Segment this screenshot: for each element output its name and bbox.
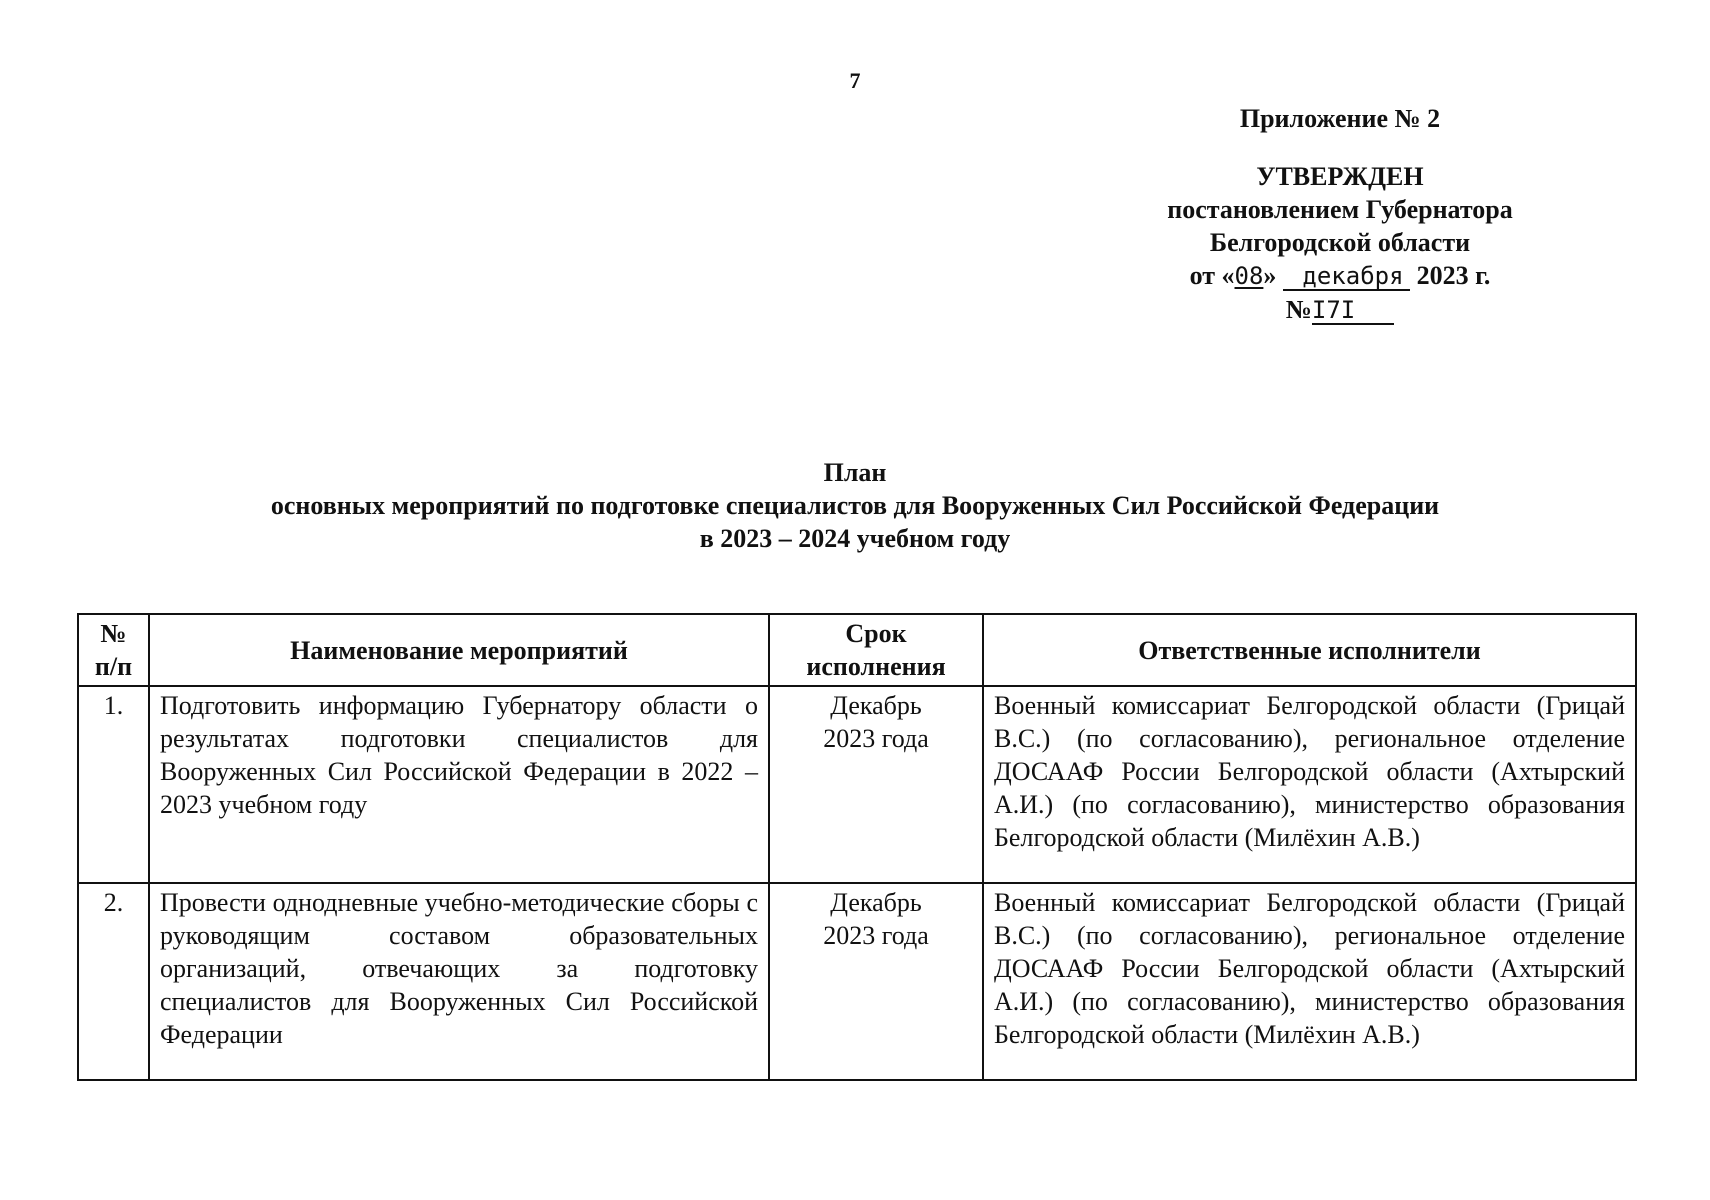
approval-date-month-field: [1283, 263, 1410, 291]
table-row: [78, 883, 1636, 1080]
approval-date-month: декабря: [1302, 262, 1404, 290]
row-responsible: Военный комиссариат Белгородской области (Грицай В.С.) (по согласованию), региональное отделение ДОСААФ России Белгородской области (Ахтырский А.И.) (по согласованию), министерство образования Белгородской области (Милёхин А.В.): [983, 883, 1636, 1080]
approval-region-line: Белгородской области: [1209, 228, 1471, 257]
row-name: Подготовить информацию Губернатору области о результатах подготовки специалистов для Вооруженных Сил Российской Федерации в 2022 – 2023 учебном году: [149, 686, 769, 883]
approval-number-line: [1130, 293, 1550, 326]
approval-by-line: постановлением Губернатора: [1167, 195, 1513, 224]
approval-block: [1130, 160, 1550, 326]
approval-date-year: 2023 г.: [1416, 261, 1491, 290]
row-deadline-line1: Декабрь: [830, 691, 922, 720]
row-deadline: [769, 883, 983, 1080]
header-num-line1: №: [100, 619, 127, 648]
appendix-label: Приложение № 2: [1239, 104, 1441, 133]
row-responsible: Военный комиссариат Белгородской области (Грицай В.С.) (по согласованию), региональное отделение ДОСААФ России Белгородской области (Ахтырский А.И.) (по согласованию), министерство образования Белгородской области (Милёхин А.В.): [983, 686, 1636, 883]
page-number: 7: [849, 68, 861, 93]
row-num: 1.: [78, 686, 149, 883]
header-responsible: Ответственные исполнители: [983, 614, 1636, 686]
approval-number-prefix: №: [1285, 295, 1312, 324]
row-deadline-line2: 2023 года: [823, 724, 929, 753]
approval-approved: УТВЕРЖДЕН: [1256, 162, 1424, 191]
row-num: 2.: [78, 883, 149, 1080]
approval-number-field: [1312, 297, 1394, 325]
plan-title: [120, 456, 1590, 555]
row-name: Провести однодневные учебно-методические сборы с руководящим составом образовательных организаций, отвечающих за подготовку специалистов для Вооруженных Сил Российской Федерации: [149, 883, 769, 1080]
approval-date-day: 08: [1234, 262, 1264, 290]
approval-date-line: [1130, 259, 1550, 293]
header-name: Наименование мероприятий: [149, 614, 769, 686]
approval-date-prefix: от «: [1189, 261, 1235, 290]
header-deadline-line1: Срок: [845, 619, 907, 648]
header-deadline: [769, 614, 983, 686]
row-deadline-line1: Декабрь: [830, 888, 922, 917]
table-row: [78, 686, 1636, 883]
table-header-row: [78, 614, 1636, 686]
row-deadline: [769, 686, 983, 883]
plan-title-line3: в 2023 – 2024 учебном году: [699, 524, 1011, 553]
approval-number-value: I7I: [1311, 296, 1356, 324]
plan-title-line2: основных мероприятий по подготовке специалистов для Вооруженных Сил Российской Федерации: [270, 491, 1440, 520]
plan-title-line1: План: [823, 458, 887, 487]
header-deadline-line2: исполнения: [806, 652, 946, 681]
row-deadline-line2: 2023 года: [823, 921, 929, 950]
plan-table: [77, 613, 1637, 1081]
header-num: [78, 614, 149, 686]
header-num-line2: п/п: [94, 652, 133, 681]
approval-date-mid: »: [1263, 261, 1277, 290]
